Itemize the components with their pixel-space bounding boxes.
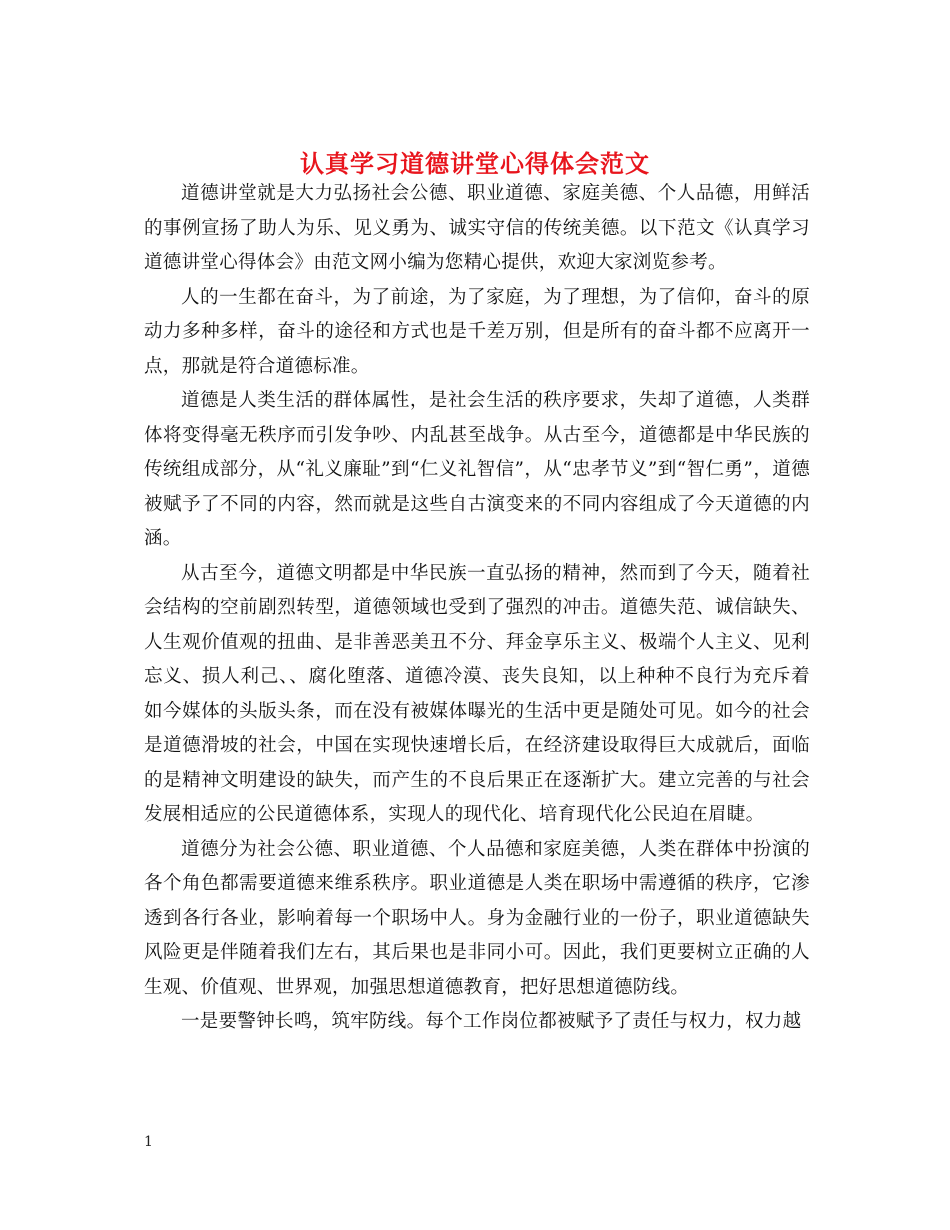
- paragraph-2: 人的一生都在奋斗，为了前途，为了家庭，为了理想，为了信仰，奋斗的原动力多种多样，奋斗的途径和方式也是千差万别，但是所有的奋斗都不应离开一点，那就是符合道德标准。: [144, 286, 810, 377]
- paragraph-6: 一是要警钟长鸣，筑牢防线。每个工作岗位都被赋予了责任与权力，权力越: [181, 1011, 802, 1032]
- page-number: 1: [144, 1134, 153, 1150]
- paragraph-3: 道德是人类生活的群体属性，是社会生活的秩序要求，失却了道德，人类群体将变得毫无秩序而引发争吵、内乱甚至战争。从古至今，道德都是中华民族的传统组成部分，从“礼义廉耻”到“仁义礼智信”，从“忠孝节义”到“智仁勇”，道德被赋予了不同的内容，然而就是这些自古演变来的不同内容组成了今天道德的内涵。: [144, 390, 810, 549]
- document-title: 认真学习道德讲堂心得体会范文: [300, 149, 650, 179]
- paragraph-1: 道德讲堂就是大力弘扬社会公德、职业道德、家庭美德、个人品德，用鲜活的事例宣扬了助人为乐、见义勇为、诚实守信的传统美德。以下范文《认真学习道德讲堂心得体会》由范文网小编为您精心提供，欢迎大家浏览参考。: [144, 183, 810, 273]
- paragraph-5: 道德分为社会公德、职业道德、个人品德和家庭美德，人类在群体中扮演的各个角色都需要道德来维系秩序。职业道德是人类在职场中需遵循的秩序，它渗透到各行各业，影响着每一个职场中人。身为金融行业的一份子，职业道德缺失风险更是伴随着我们左右，其后果也是非同小可。因此，我们更要树立正确的人生观、价值观、世界观，加强思想道德教育，把好思想道德防线。: [144, 838, 810, 998]
- document-body: [144, 177, 810, 1040]
- paragraph-4: 从古至今，道德文明都是中华民族一直弘扬的精神，然而到了今天，随着社会结构的空前剧烈转型，道德领域也受到了强烈的冲击。道德失范、诚信缺失、人生观价值观的扭曲、是非善恶美丑不分、拜金享乐主义、极端个人主义、见利忘义、损人利己、、腐化堕落、道德冷漠、丧失良知，以上种种不良行为充斥着如今媒体的头版头条，而在没有被媒体曝光的生活中更是随处可见。如今的社会是道德滑坡的社会，中国在实现快速增长后，在经济建设取得巨大成就后，面临的是精神文明建设的缺失，而产生的不良后果正在逐渐扩大。建立完善的与社会发展相适应的公民道德体系，实现人的现代化、培育现代化公民迫在眉睫。: [144, 562, 810, 825]
